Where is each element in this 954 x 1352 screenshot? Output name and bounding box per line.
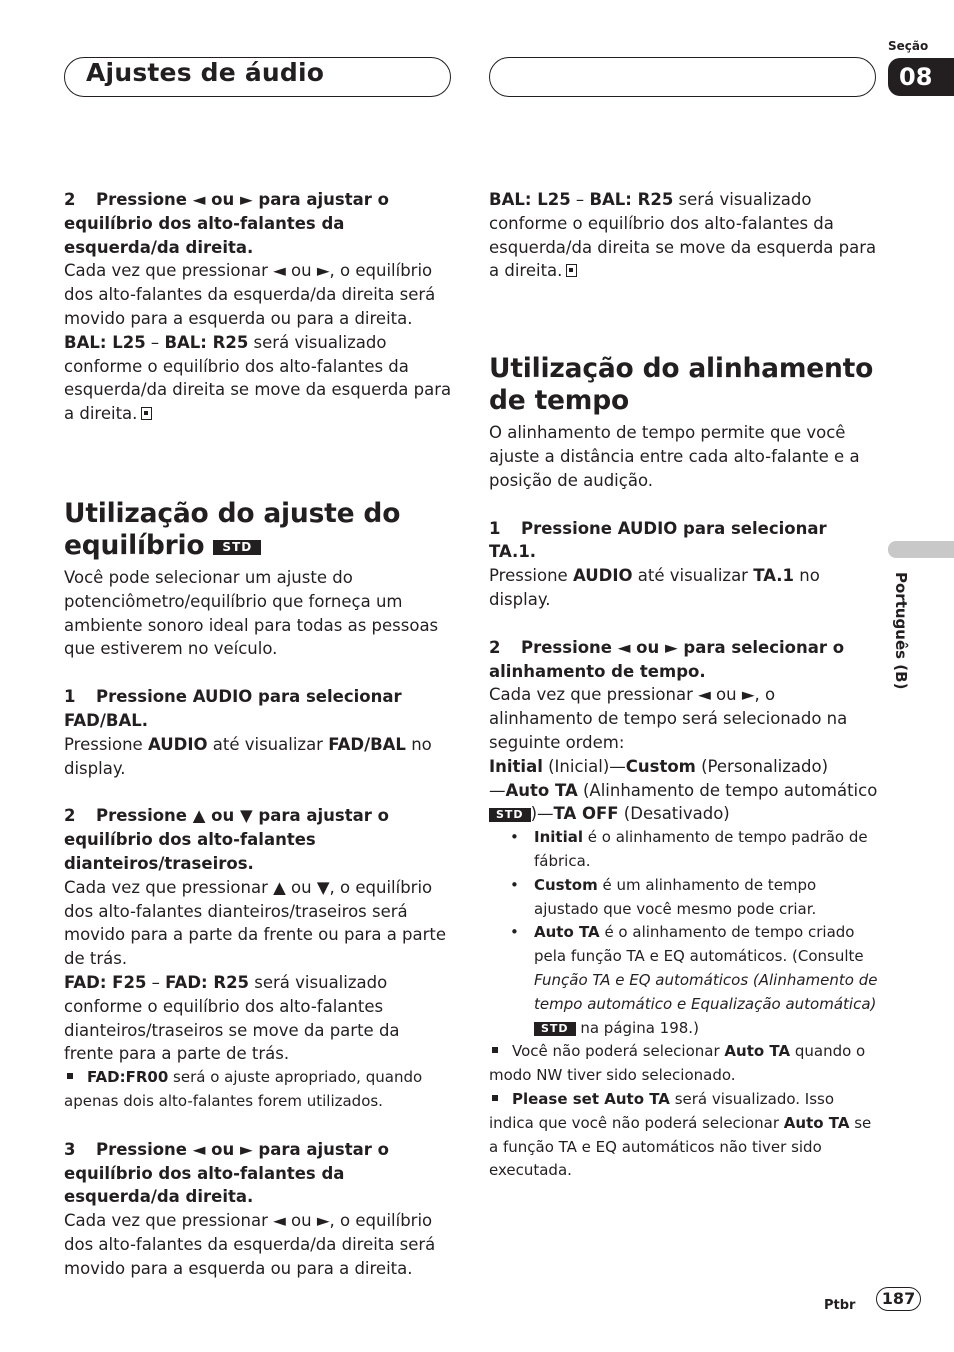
note-square-icon <box>492 1047 498 1053</box>
step-text: Pressione ◄ ou ► para ajustar o equilíbrio dos alto-falantes da esquerda/da direita. <box>64 190 389 257</box>
note-square-icon <box>492 1095 498 1101</box>
step-text: Pressione AUDIO para selecionar FAD/BAL. <box>64 687 402 730</box>
section-number-tab: 08 <box>888 58 954 96</box>
body-text: O alinhamento de tempo permite que você ajuste a distância entre cada alto-falante e a posição de audição. <box>489 423 860 490</box>
step-number: 2 <box>64 806 76 826</box>
step-text: Pressione ◄ ou ► para ajustar o equilíbrio dos alto-falantes da esquerda/da direita. <box>64 1139 389 1207</box>
body-text: Você pode selecionar um ajuste do potenciômetro/equilíbrio que forneça um ambiente sonoro ideal para todas as pessoas que estiverem no veículo. <box>64 567 439 659</box>
section-heading-time-alignment: Utilização do alinhamento de tempo <box>489 353 874 417</box>
step-text: Pressione AUDIO para selecionar TA.1. <box>489 518 827 562</box>
end-mark-icon <box>566 264 577 277</box>
note-square-icon <box>67 1073 73 1079</box>
note-item: FAD:FR00 será o ajuste apropriado, quando apenas dois alto-falantes forem utilizados. <box>64 1068 423 1110</box>
step-heading <box>489 517 879 565</box>
end-mark-icon <box>141 407 152 420</box>
order-sequence: Initial (Inicial)—Custom (Personalizado) —Auto TA (Alinhamento de tempo automático STD )—TA OFF (Desativado) <box>489 756 878 824</box>
balance-description: BAL: L25 – BAL: R25 será visualizado conforme o equilíbrio dos alto-falantes da esquerda/da direita se move da esquerda para a direita. <box>64 332 452 424</box>
note-item: Please set Auto TA será visualizado. Isso indica que você não poderá selecionar Auto TA se a função TA e EQ automáticos não tiver sido executada. <box>489 1089 872 1180</box>
language-tab-marker <box>888 541 954 558</box>
language-side-label: Português (B) <box>892 572 910 690</box>
step-text: Pressione ◄ ou ► para selecionar o alinhamento de tempo. <box>489 637 845 681</box>
std-badge-icon: STD <box>534 1022 576 1036</box>
step-heading <box>64 804 454 875</box>
step-number: 2 <box>64 190 76 209</box>
language-code: Ptbr <box>824 1298 856 1313</box>
bullet-item: • Custom é um alinhamento de tempo ajustado que você mesmo pode criar. <box>489 874 879 922</box>
step-heading <box>64 685 454 733</box>
page-header-title: Ajustes de áudio <box>86 58 325 87</box>
body-text: Cada vez que pressionar ◄ ou ►, o alinhamento de tempo será selecionado na seguinte ordem: <box>489 685 848 752</box>
step-text: Pressione ▲ ou ▼ para ajustar o equilíbrio dos alto-falantes dianteiros/traseiros. <box>64 806 389 873</box>
fader-description: FAD: F25 – FAD: R25 será visualizado conforme o equilíbrio dos alto-falantes dianteiros/traseiros se move da parte da frente para a parte de trás. <box>64 972 400 1064</box>
step-number: 2 <box>489 637 501 657</box>
right-column <box>489 188 879 1183</box>
left-column <box>64 188 454 1280</box>
balance-description: BAL: L25 – BAL: R25 será visualizado conforme o equilíbrio dos alto-falantes da esquerda/da direita se move da esquerda para a direita. <box>489 190 877 281</box>
section-heading-balance: Utilização do ajuste do equilíbrio STD <box>64 497 401 561</box>
std-badge-icon: STD <box>213 540 261 555</box>
bullet-item: • Auto TA é o alinhamento de tempo criado pela função TA e EQ automáticos. (Consulte Função TA e EQ automáticos (Alinhamento de tempo automático e Equalização automática) STD na página 198.) <box>489 921 879 1040</box>
step-heading <box>64 1138 454 1209</box>
header-blank-frame <box>489 57 876 97</box>
body-text: Pressione AUDIO até visualizar TA.1 no display. <box>489 566 820 609</box>
std-badge-icon: STD <box>489 808 531 822</box>
note-item: Você não poderá selecionar Auto TA quando o modo NW tiver sido selecionado. <box>489 1042 866 1085</box>
body-text: Cada vez que pressionar ◄ ou ►, o equilíbrio dos alto-falantes da esquerda/da direita será movido para a esquerda ou para a direita. <box>64 261 436 328</box>
step-heading <box>489 636 879 684</box>
step-number: 1 <box>64 687 76 707</box>
step-heading <box>64 188 454 259</box>
step-number: 3 <box>64 1139 76 1159</box>
body-text: Cada vez que pressionar ▲ ou ▼, o equilíbrio dos alto-falantes dianteiros/traseiros será movido para a parte da frente ou para a parte de trás. <box>64 877 447 969</box>
section-label: Seção <box>888 39 929 53</box>
step-number: 1 <box>489 518 501 538</box>
body-text: Pressione AUDIO até visualizar FAD/BAL no display. <box>64 734 432 778</box>
bullet-item: • Initial é o alinhamento de tempo padrão de fábrica. <box>489 826 879 874</box>
page-number: 187 <box>876 1287 921 1311</box>
body-text: Cada vez que pressionar ◄ ou ►, o equilíbrio dos alto-falantes da esquerda/da direita será movido para a esquerda ou para a direita. <box>64 1211 436 1278</box>
